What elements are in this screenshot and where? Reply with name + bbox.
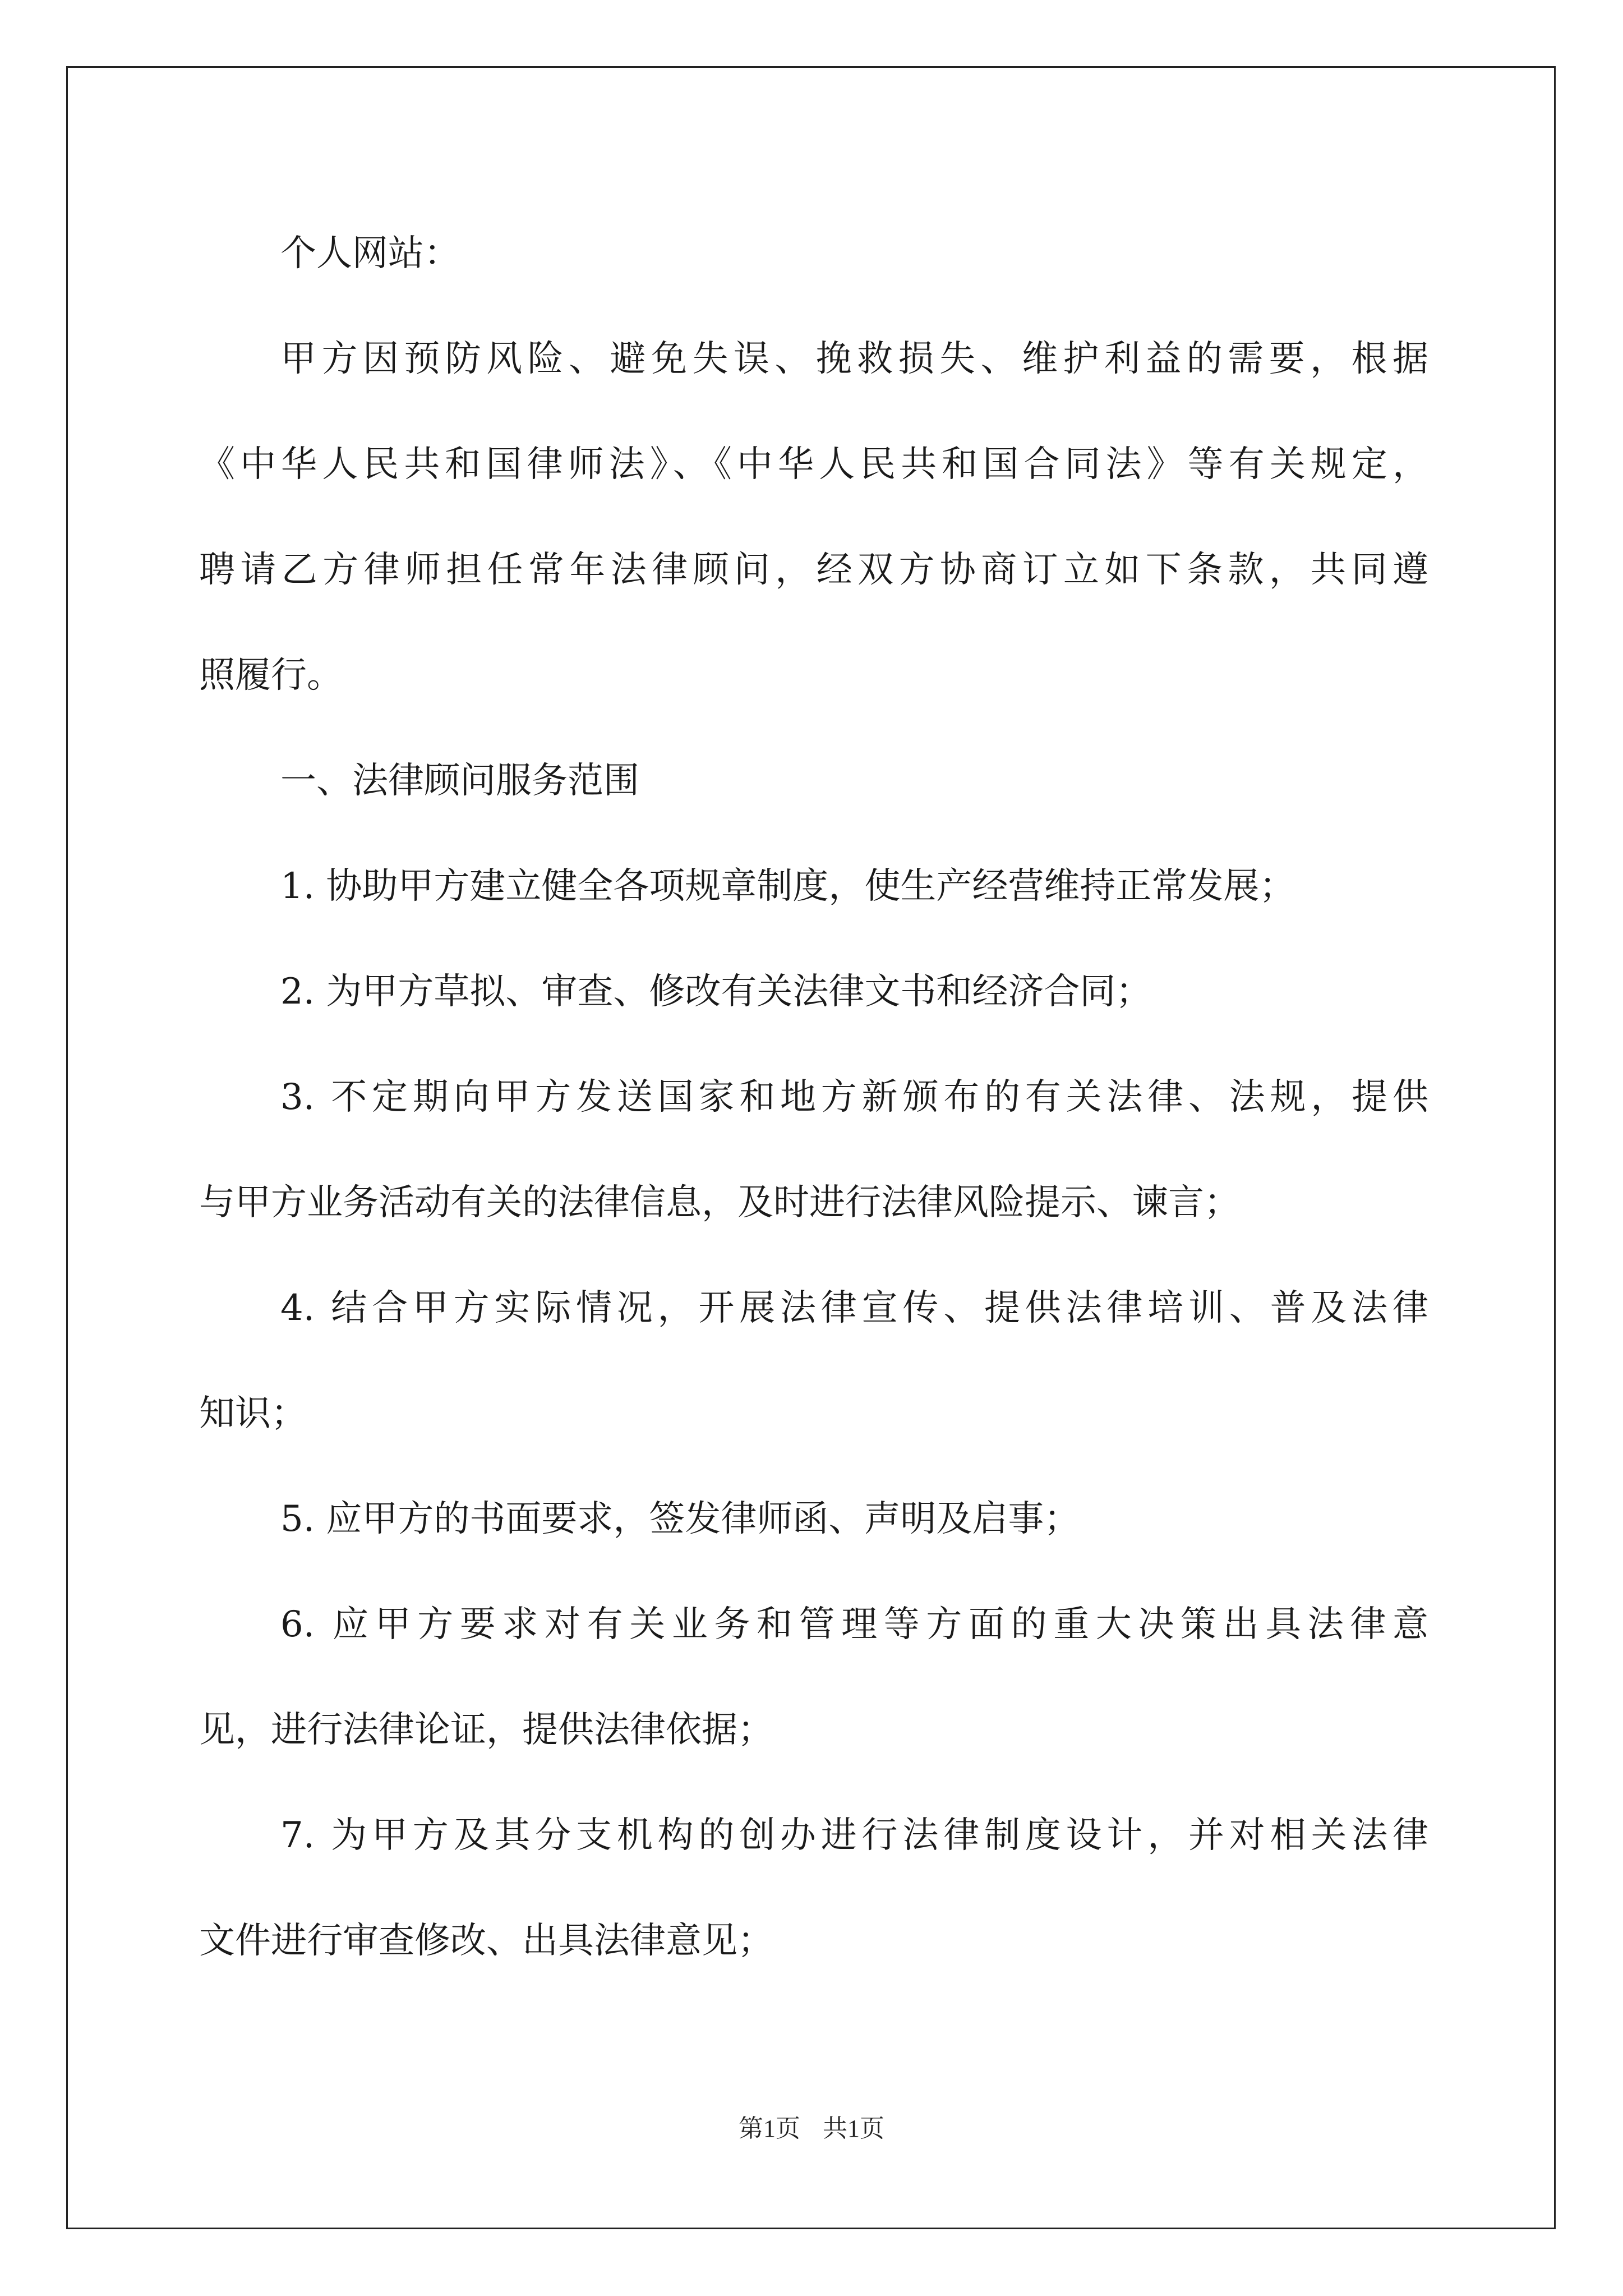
list-item: 3. 不定期向甲方发送国家和地方新颁布的有关法律、法规，提供 xyxy=(280,1076,1428,1118)
list-item-continuation: 知识； xyxy=(199,1393,307,1434)
paragraph-line: 甲方因预防风险、避免失误、挽救损失、维护利益的需要，根据 xyxy=(280,338,1428,380)
list-item: 6. 应甲方要求对有关业务和管理等方面的重大决策出具法律意 xyxy=(280,1604,1428,1645)
list-item-continuation: 见，进行法律论证，提供法律依据； xyxy=(199,1709,773,1751)
list-item-continuation: 与甲方业务活动有关的法律信息，及时进行法律风险提示、谏言； xyxy=(199,1182,1240,1223)
list-item: 1. 协助甲方建立健全各项规章制度，使生产经营维持正常发展； xyxy=(280,866,1295,907)
page-count: 共1页 xyxy=(823,2115,884,2142)
list-item: 7. 为甲方及其分支机构的创办进行法律制度设计，并对相关法律 xyxy=(280,1815,1428,1856)
section-heading: 一、法律顾问服务范围 xyxy=(280,760,639,802)
paragraph-line: 《中华人民共和国律师法》、《中华人民共和国合同法》等有关规定， xyxy=(199,444,1428,485)
list-item: 4. 结合甲方实际情况，开展法律宣传、提供法律培训、普及法律 xyxy=(280,1287,1428,1329)
page-footer xyxy=(0,2112,1623,2146)
page-border xyxy=(66,66,1556,2229)
list-item-continuation: 文件进行审查修改、出具法律意见； xyxy=(199,1920,773,1962)
list-item: 5. 应甲方的书面要求，签发律师函、声明及启事； xyxy=(280,1498,1080,1540)
list-item: 2. 为甲方草拟、审查、修改有关法律文书和经济合同； xyxy=(280,971,1152,1013)
page-number: 第1页 xyxy=(739,2115,800,2142)
site-label-line: 个人网站： xyxy=(280,233,460,274)
paragraph-line: 聘请乙方律师担任常年法律顾问，经双方协商订立如下条款，共同遵 xyxy=(199,549,1428,591)
paragraph-line: 照履行。 xyxy=(199,655,343,696)
